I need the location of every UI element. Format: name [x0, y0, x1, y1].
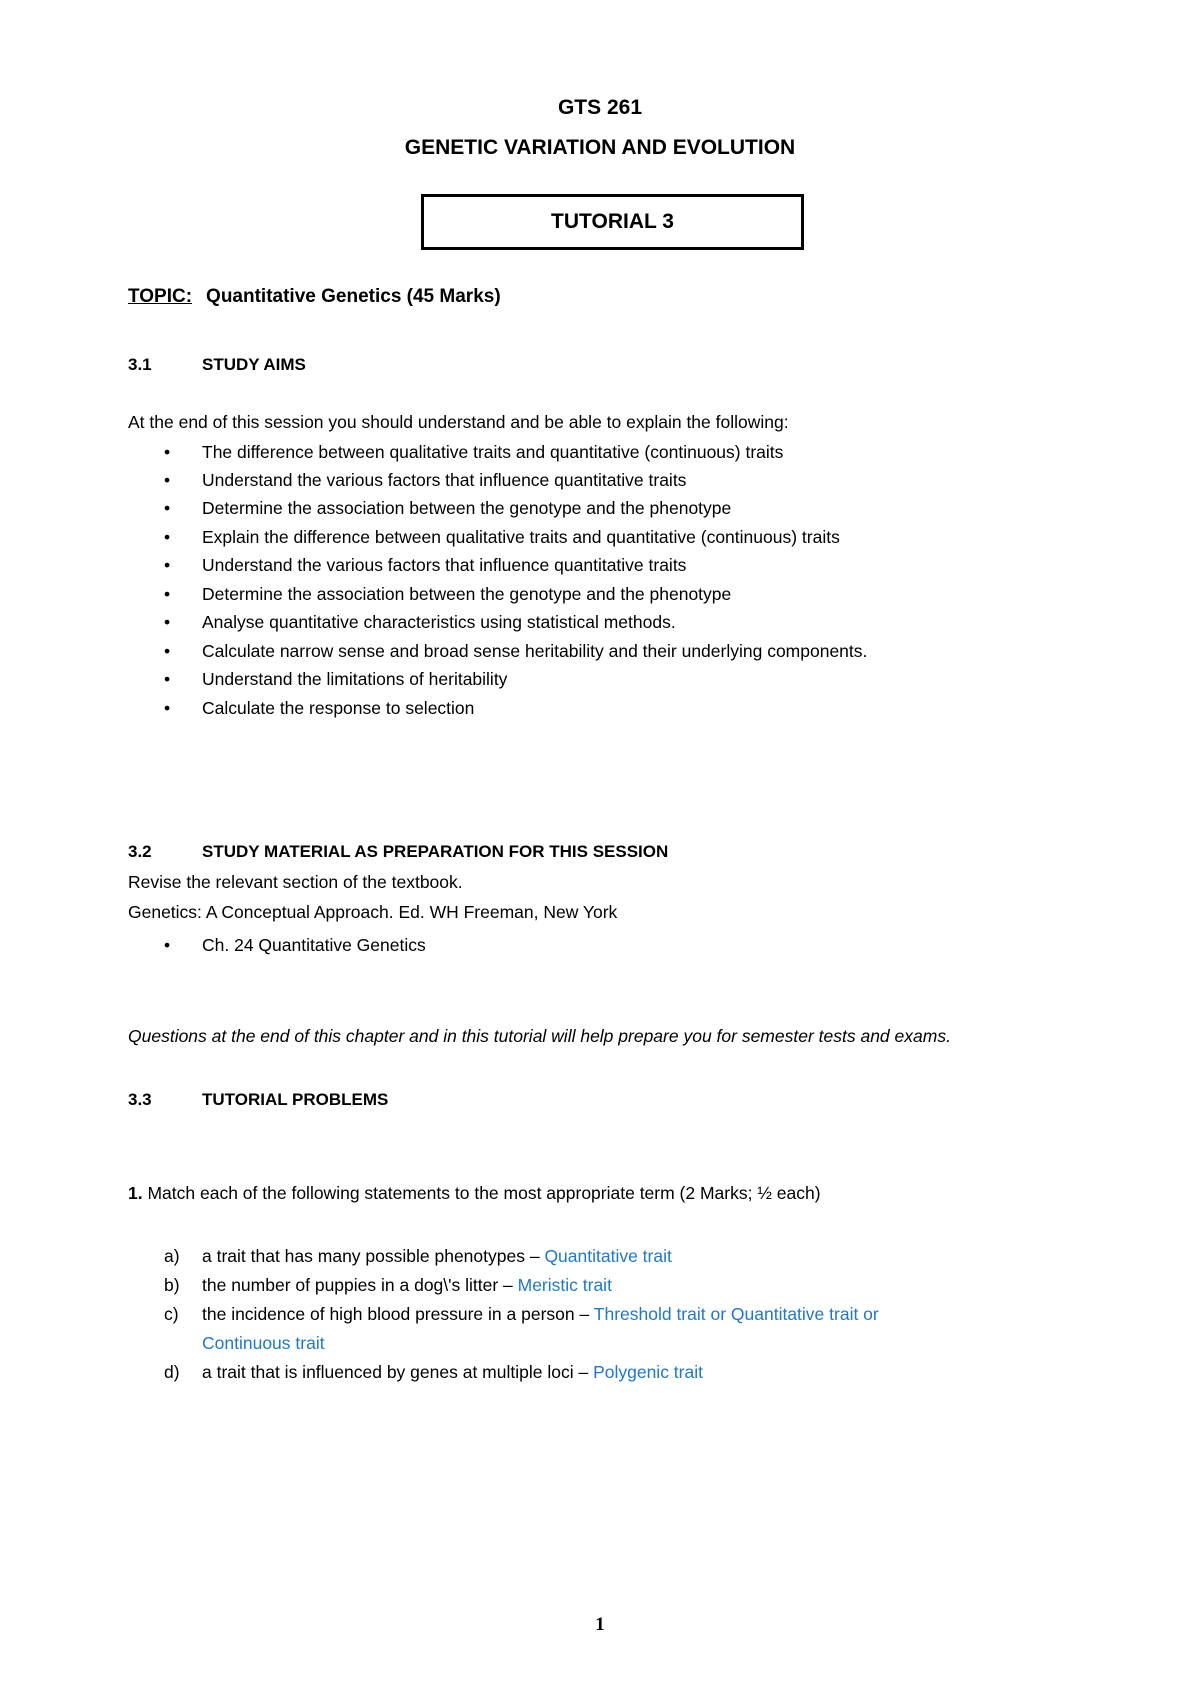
course-title: GENETIC VARIATION AND EVOLUTION	[404, 136, 796, 159]
bullet-icon: •	[164, 612, 171, 632]
question-number: 1.	[128, 1183, 143, 1203]
item-letter: b)	[164, 1275, 180, 1295]
item-answer: Polygenic trait	[593, 1362, 703, 1382]
study-material-line: Revise the relevant section of the textbook.	[128, 872, 463, 892]
item-answer-continued: Continuous trait	[202, 1333, 325, 1353]
list-item: • Analyse quantitative characteristics using statistical methods.	[164, 612, 676, 632]
bullet-icon: •	[164, 641, 171, 661]
section-title: STUDY AIMS	[202, 355, 306, 374]
tutorial-label: TUTORIAL 3	[551, 210, 674, 233]
item-statement: a trait that has many possible phenotypes –	[202, 1246, 545, 1266]
answer-item-c-continued	[128, 1333, 1078, 1357]
bullet-icon: •	[164, 470, 171, 490]
bullet-icon: •	[164, 669, 171, 689]
study-aims-intro: At the end of this session you should understand and be able to explain the following:	[128, 412, 789, 432]
section-title: TUTORIAL PROBLEMS	[202, 1090, 389, 1109]
list-item: • Ch. 24 Quantitative Genetics	[164, 935, 426, 955]
item-letter: a)	[164, 1246, 180, 1266]
answer-item-c	[128, 1304, 1078, 1328]
list-item: • Understand the various factors that influence quantitative traits	[164, 555, 687, 575]
item-answer: Threshold trait or Quantitative trait or	[593, 1304, 879, 1324]
bullet-icon: •	[164, 935, 171, 955]
topic-label: TOPIC:	[128, 286, 193, 307]
page-number: 1	[595, 1614, 605, 1635]
bullet-icon: •	[164, 698, 171, 718]
bullet-icon: •	[164, 527, 171, 547]
list-item: • Explain the difference between qualitative traits and quantitative (continuous) traits	[164, 527, 840, 547]
list-item: • Determine the association between the genotype and the phenotype	[164, 498, 732, 518]
answer-item-a	[128, 1246, 1078, 1270]
question-text: Match each of the following statements to the most appropriate term (2 Marks; ½ each)	[147, 1183, 821, 1203]
list-item: • Understand the various factors that influence quantitative traits	[164, 470, 687, 490]
tutorial-title-box	[421, 194, 804, 250]
list-item: • Determine the association between the genotype and the phenotype	[164, 584, 732, 604]
section-number: 3.3	[128, 1090, 152, 1109]
section-heading-3-2	[128, 842, 1028, 866]
bullet-icon: •	[164, 498, 171, 518]
section-number: 3.2	[128, 842, 152, 861]
item-answer: Meristic trait	[517, 1275, 612, 1295]
question-1	[128, 1183, 821, 1204]
list-item: • Calculate narrow sense and broad sense heritability and their underlying components.	[164, 641, 868, 661]
answer-item-b	[128, 1275, 1078, 1299]
list-item: • Calculate the response to selection	[164, 698, 475, 718]
item-statement: the number of puppies in a dog\'s litter –	[202, 1275, 518, 1295]
item-statement: the incidence of high blood pressure in a person –	[202, 1304, 594, 1324]
list-item: • The difference between qualitative traits and quantitative (continuous) traits	[164, 442, 784, 462]
course-code: GTS 261	[557, 96, 643, 119]
bullet-icon: •	[164, 555, 171, 575]
section-heading-3-1	[128, 355, 1028, 379]
preparation-note: Questions at the end of this chapter and in this tutorial will help prepare you for semester tests and exams.	[128, 1026, 951, 1046]
bullet-icon: •	[164, 442, 171, 462]
item-letter: d)	[164, 1362, 180, 1382]
section-heading-3-3	[128, 1090, 1028, 1114]
section-title: STUDY MATERIAL AS PREPARATION FOR THIS SESSION	[202, 842, 669, 861]
item-letter: c)	[164, 1304, 179, 1324]
item-statement: a trait that is influenced by genes at multiple loci –	[202, 1362, 594, 1382]
section-number: 3.1	[128, 355, 152, 374]
item-answer: Quantitative trait	[544, 1246, 672, 1266]
list-item: • Understand the limitations of heritability	[164, 669, 508, 689]
textbook-reference: Genetics: A Conceptual Approach. Ed. WH Freeman, New York	[128, 902, 618, 922]
bullet-icon: •	[164, 584, 171, 604]
topic-line	[128, 286, 501, 308]
answer-item-d	[128, 1362, 1078, 1386]
topic-value: Quantitative Genetics (45 Marks)	[206, 286, 501, 307]
